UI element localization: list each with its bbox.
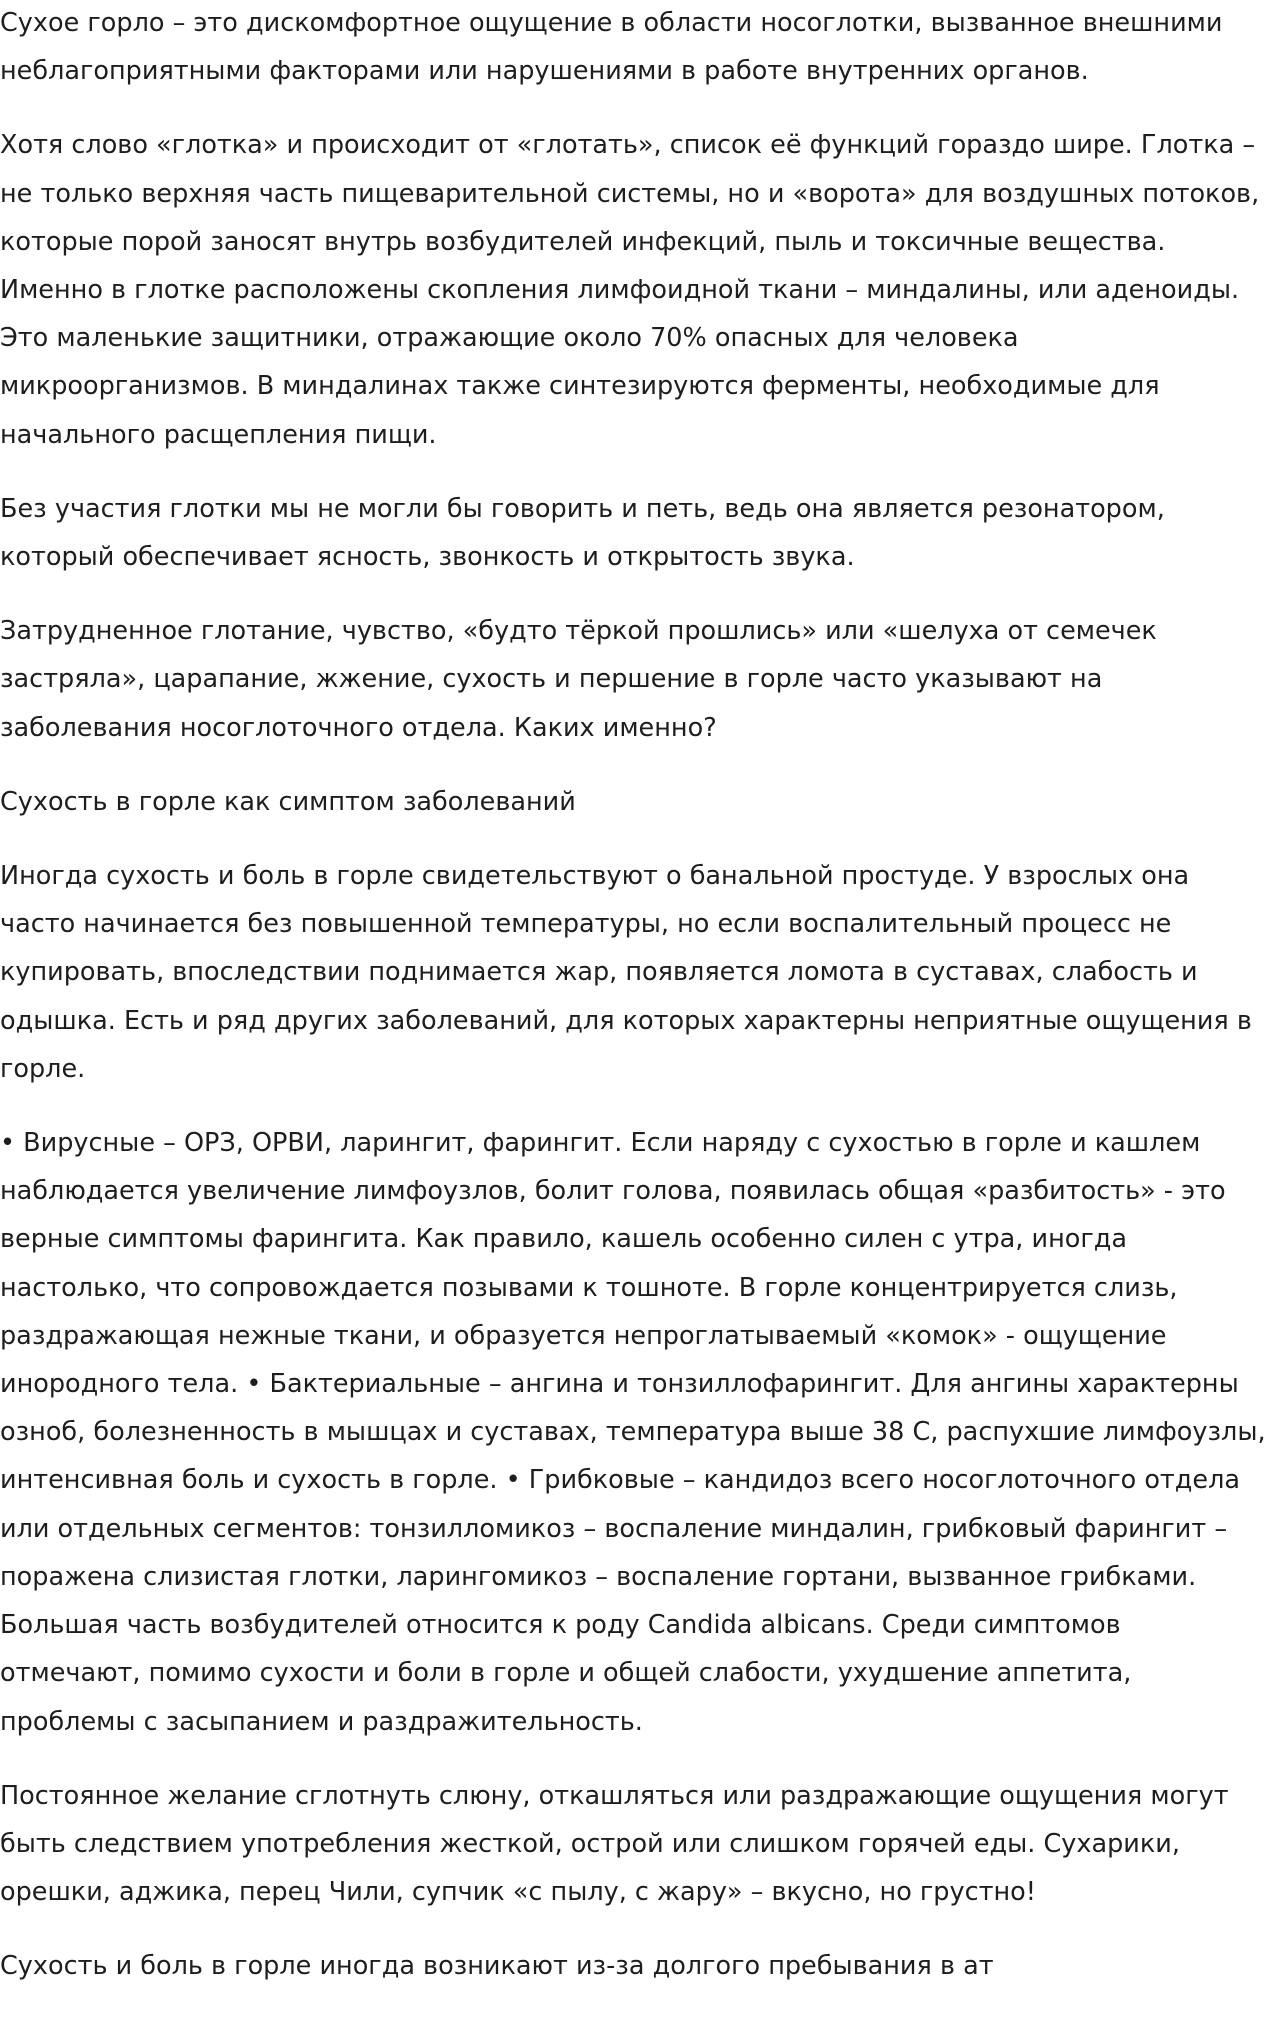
paragraph-truncated: Сухость и боль в горле иногда возникают из-за долгого пребывания в ат [0,1951,994,1982]
paragraph-disease-list: • Вирусные – ОРЗ, ОРВИ, ларингит, фарингит. Если наряду с сухостью в горле и кашлем наблюдается увеличение лимфоузлов, болит голова, появилась общая «разбитость» - это верные симптомы фарингита. Как правило, кашель особенно силен с утра, иногда настолько, что сопровождается позывами к тошноте. В горле концентрируется слизь, раздражающая нежные ткани, и образуется непроглатываемый «комок» - ощущение инородного тела. • Бактериальные – ангина и тонзиллофарингит. Для ангины характерны озноб, болезненность в мышцах и суставах, температура выше 38 С, распухшие лимфоузлы, интенсивная боль и сухость в горле. • Грибковые – кандидоз всего носоглоточного отдела или отдельных сегментов: тонзилломикоз – воспаление миндалин, грибковый фарингит – поражена слизистая глотки, ларингомикоз – воспаление гортани, вызванное грибками. Большая часть возбудителей относится к роду Candida albicans. Среди симптомов отмечают, помимо сухости и боли в горле и общей слабости, ухудшение аппетита, проблемы с засыпанием и раздражительность. [0,1128,1266,1737]
paragraph-cold: Иногда сухость и боль в горле свидетельствуют о банальной простуде. У взрослых она часто начинается без повышенной температуры, но если воспалительный процесс не купировать, впоследствии поднимается жар, появляется ломота в суставах, слабость и одышка. Есть и ряд других заболеваний, для которых характерны неприятные ощущения в горле. [0,861,1252,1084]
paragraph-throat-functions: Хотя слово «глотка» и происходит от «глотать», список её функций гораздо шире. Глотка – не только верхняя часть пищеварительной системы, но и «ворота» для воздушных потоков, которые порой заносят внутрь возбудителей инфекций, пыль и токсичные вещества. Именно в глотке расположены скопления лимфоидной ткани – миндалины, или аденоиды. Это маленькие защитники, отражающие около 70% опасных для человека микроорганизмов. В миндалинах также синтезируются ферменты, необходимые для начального расщепления пищи. [0,130,1260,450]
paragraph-intro: Сухое горло – это дискомфортное ощущение в области носоглотки, вызванное внешними неблагоприятными факторами или нарушениями в работе внутренних органов. [0,8,1223,87]
paragraph-food: Постоянное желание сглотнуть слюну, откашляться или раздражающие ощущения могут быть следствием употребления жесткой, острой или слишком горячей еды. Сухарики, орешки, аджика, перец Чили, супчик «с пылу, с жару» – вкусно, но грустно! [0,1780,1229,1908]
paragraph-symptoms: Затрудненное глотание, чувство, «будто тёркой прошлись» или «шелуха от семечек застряла», царапание, жжение, сухость и першение в горле часто указывают на заболевания носоглоточного отдела. Каких именно? [0,616,1157,743]
paragraph-resonator: Без участия глотки мы не могли бы говорить и петь, ведь она является резонатором, который обеспечивает ясность, звонкость и открытость звука. [0,493,1165,573]
section-heading-diseases: Сухость в горле как симптом заболеваний [0,786,576,817]
